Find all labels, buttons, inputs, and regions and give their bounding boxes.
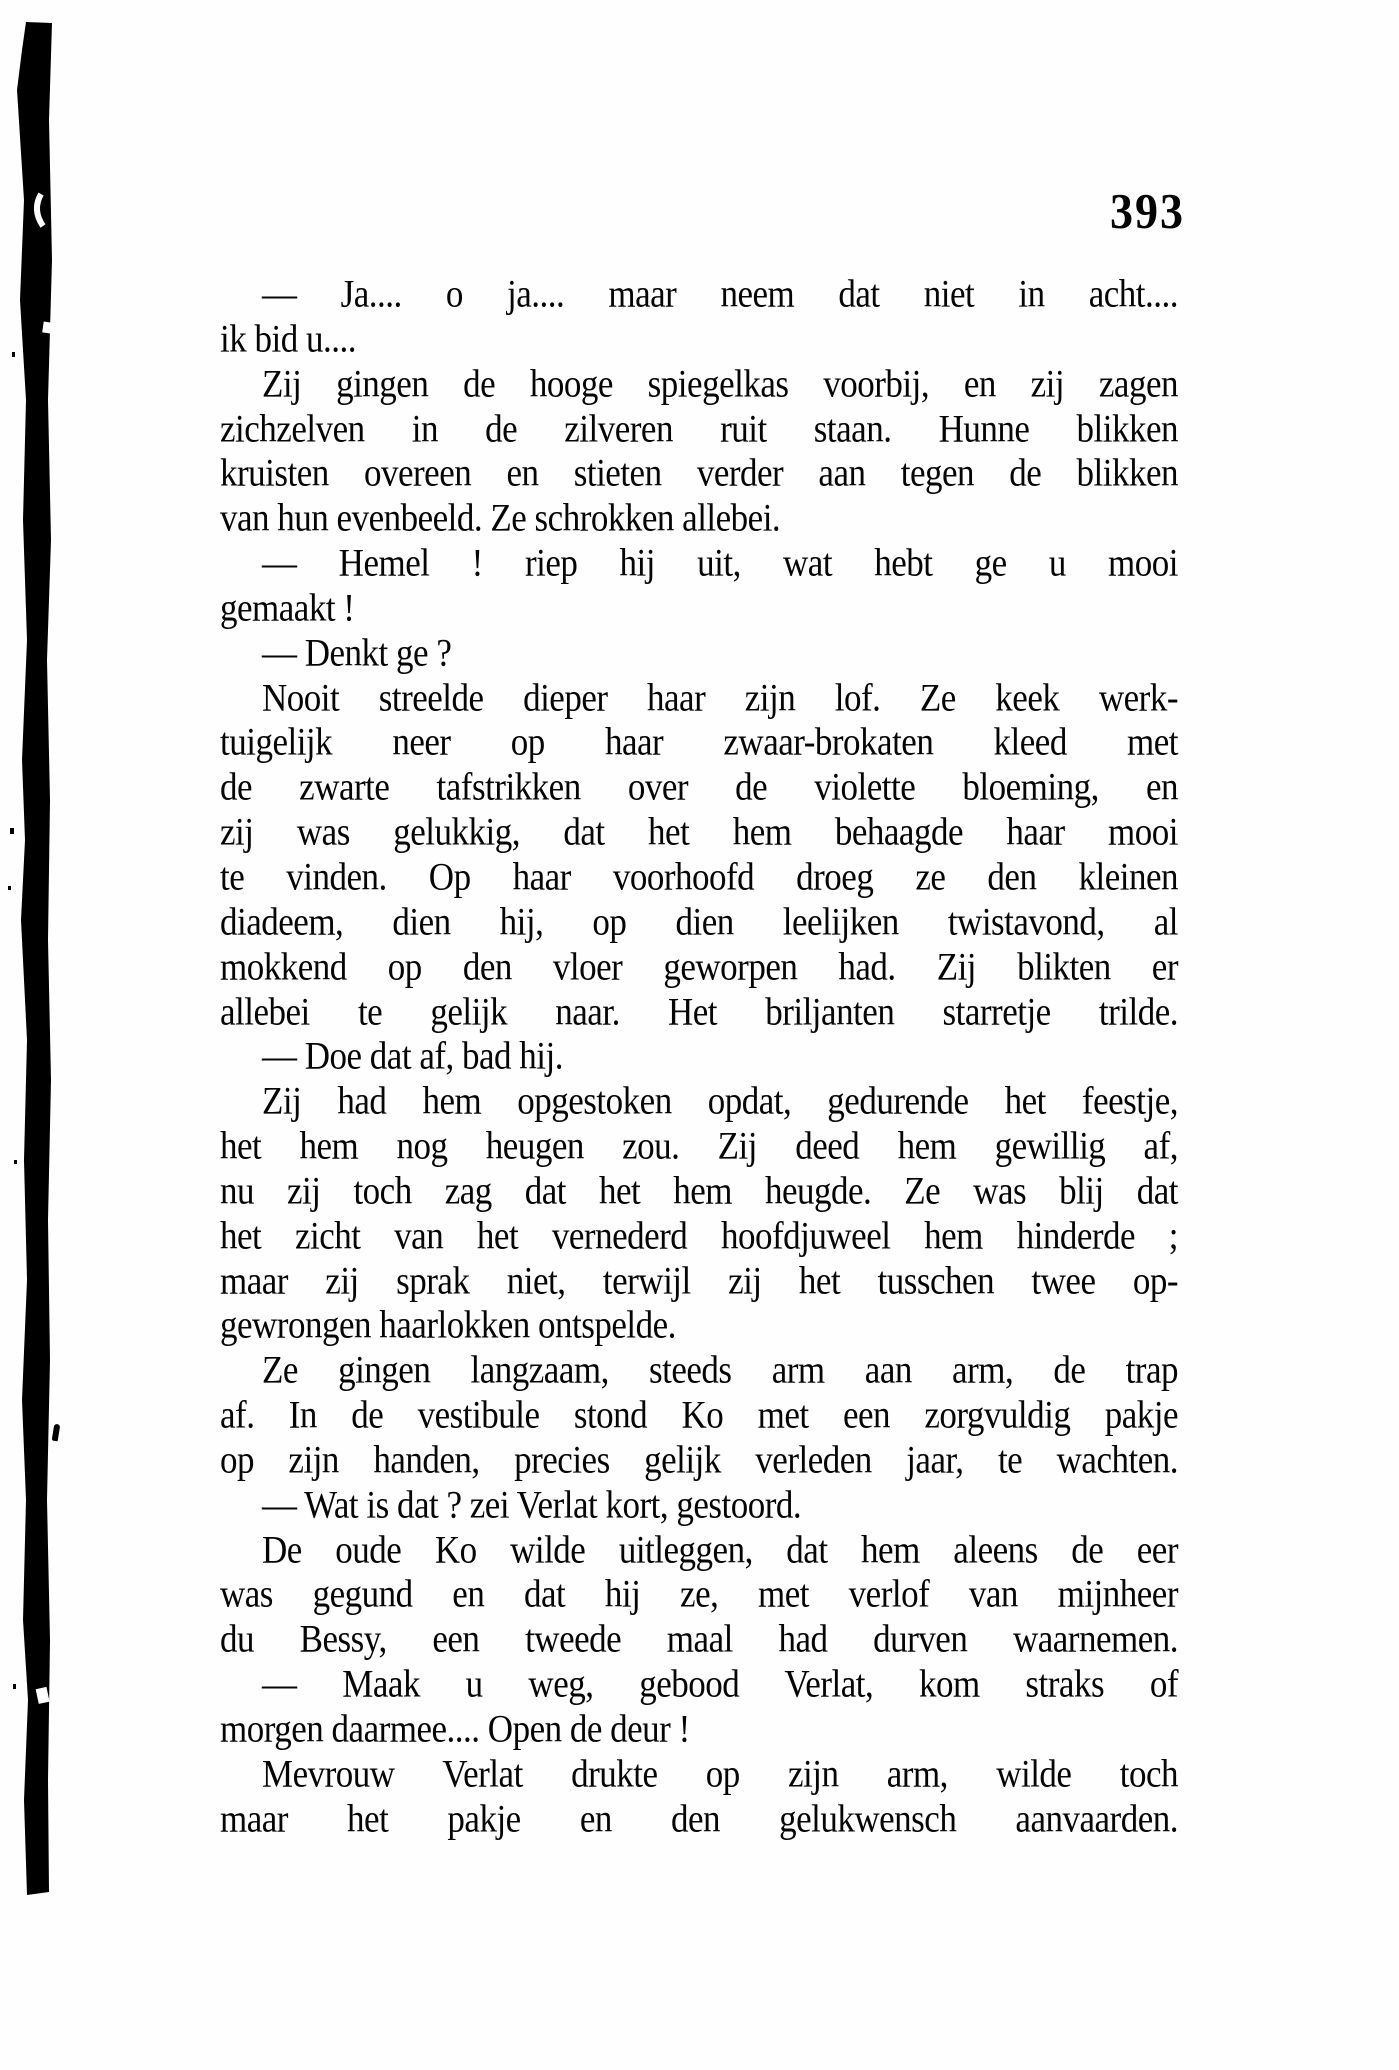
text-line: Zij had hem opgestoken opdat, gedurende het feestje, <box>262 1078 1178 1123</box>
text-line: het hem nog heugen zou. Zij deed hem gewillig af, <box>220 1123 1178 1168</box>
text-line: van hun evenbeeld. Ze schrokken allebei. <box>220 495 781 540</box>
text-line: — Wat is dat ? zei Verlat kort, gestoord. <box>262 1482 802 1527</box>
text-line: tuigelijk neer op haar zwaar-brokaten kleed met <box>220 719 1178 764</box>
text-line: morgen daarmee.... Open de deur ! <box>220 1706 690 1751</box>
ink-speck <box>10 828 14 834</box>
ink-speck <box>8 886 11 890</box>
scratch-mark <box>42 321 51 333</box>
text-line: zichzelven in de zilveren ruit staan. Hunne blikken <box>220 406 1178 450</box>
page-text <box>220 272 1178 1842</box>
text-line: — Hemel ! riep hij uit, wat hebt ge u mooi <box>262 540 1178 585</box>
text-line: Zij gingen de hooge spiegelkas voorbij, en zij zagen <box>262 361 1178 405</box>
text-line: allebei te gelijk naar. Het briljanten starretje trilde. <box>220 989 1178 1033</box>
ink-speck <box>13 1684 16 1689</box>
text-line: op zijn handen, precies gelijk verleden jaar, te wachten. <box>220 1437 1178 1482</box>
text-line: de zwarte tafstrikken over de violette bloeming, en <box>220 764 1178 809</box>
text-line: gemaakt ! <box>220 585 355 630</box>
text-line: af. In de vestibule stond Ko met een zorgvuldig pakje <box>220 1392 1178 1437</box>
text-line: Mevrouw Verlat drukte op zijn arm, wilde toch <box>262 1751 1178 1796</box>
binding-gutter-shadow <box>0 0 70 2070</box>
page-number: 393 <box>1110 183 1185 239</box>
text-line: — Doe dat af, bad hij. <box>262 1033 563 1078</box>
text-line: gewrongen haarlokken ontspelde. <box>220 1302 676 1347</box>
text-line: diadeem, dien hij, op dien leelijken twistavond, al <box>220 899 1178 944</box>
text-line: kruisten overeen en stieten verder aan tegen de blikken <box>220 450 1178 495</box>
text-line: ik bid u.... <box>220 316 356 361</box>
text-line: maar het pakje en den gelukwensch aanvaarden. <box>220 1796 1178 1840</box>
ink-speck <box>14 1160 17 1164</box>
text-line: nu zij toch zag dat het hem heugde. Ze was blij dat <box>220 1168 1178 1213</box>
text-line: mokkend op den vloer geworpen had. Zij blikten er <box>220 944 1178 988</box>
text-line: — Maak u weg, gebood Verlat, kom straks of <box>262 1661 1178 1706</box>
text-line: het zicht van het vernederd hoofdjuweel hem hinderde ; <box>220 1213 1178 1257</box>
text-line: zij was gelukkig, dat het hem behaagde haar mooi <box>220 809 1178 854</box>
text-line: Nooit streelde dieper haar zijn lof. Ze keek werk- <box>262 675 1178 719</box>
text-line: — Ja.... o ja.... maar neem dat niet in acht.... <box>262 271 1178 316</box>
text-line: maar zij sprak niet, terwijl zij het tusschen twee op- <box>220 1258 1178 1302</box>
text-line: De oude Ko wilde uitleggen, dat hem aleens de eer <box>262 1527 1178 1571</box>
ink-speck <box>12 352 15 357</box>
text-line: te vinden. Op haar voorhoofd droeg ze den kleinen <box>220 854 1178 899</box>
text-line: du Bessy, een tweede maal had durven waarnemen. <box>220 1616 1178 1661</box>
text-line: was gegund en dat hij ze, met verlof van mijnheer <box>220 1572 1178 1616</box>
text-line: Ze gingen langzaam, steeds arm aan arm, de trap <box>262 1347 1178 1392</box>
text-line: — Denkt ge ? <box>262 630 452 674</box>
